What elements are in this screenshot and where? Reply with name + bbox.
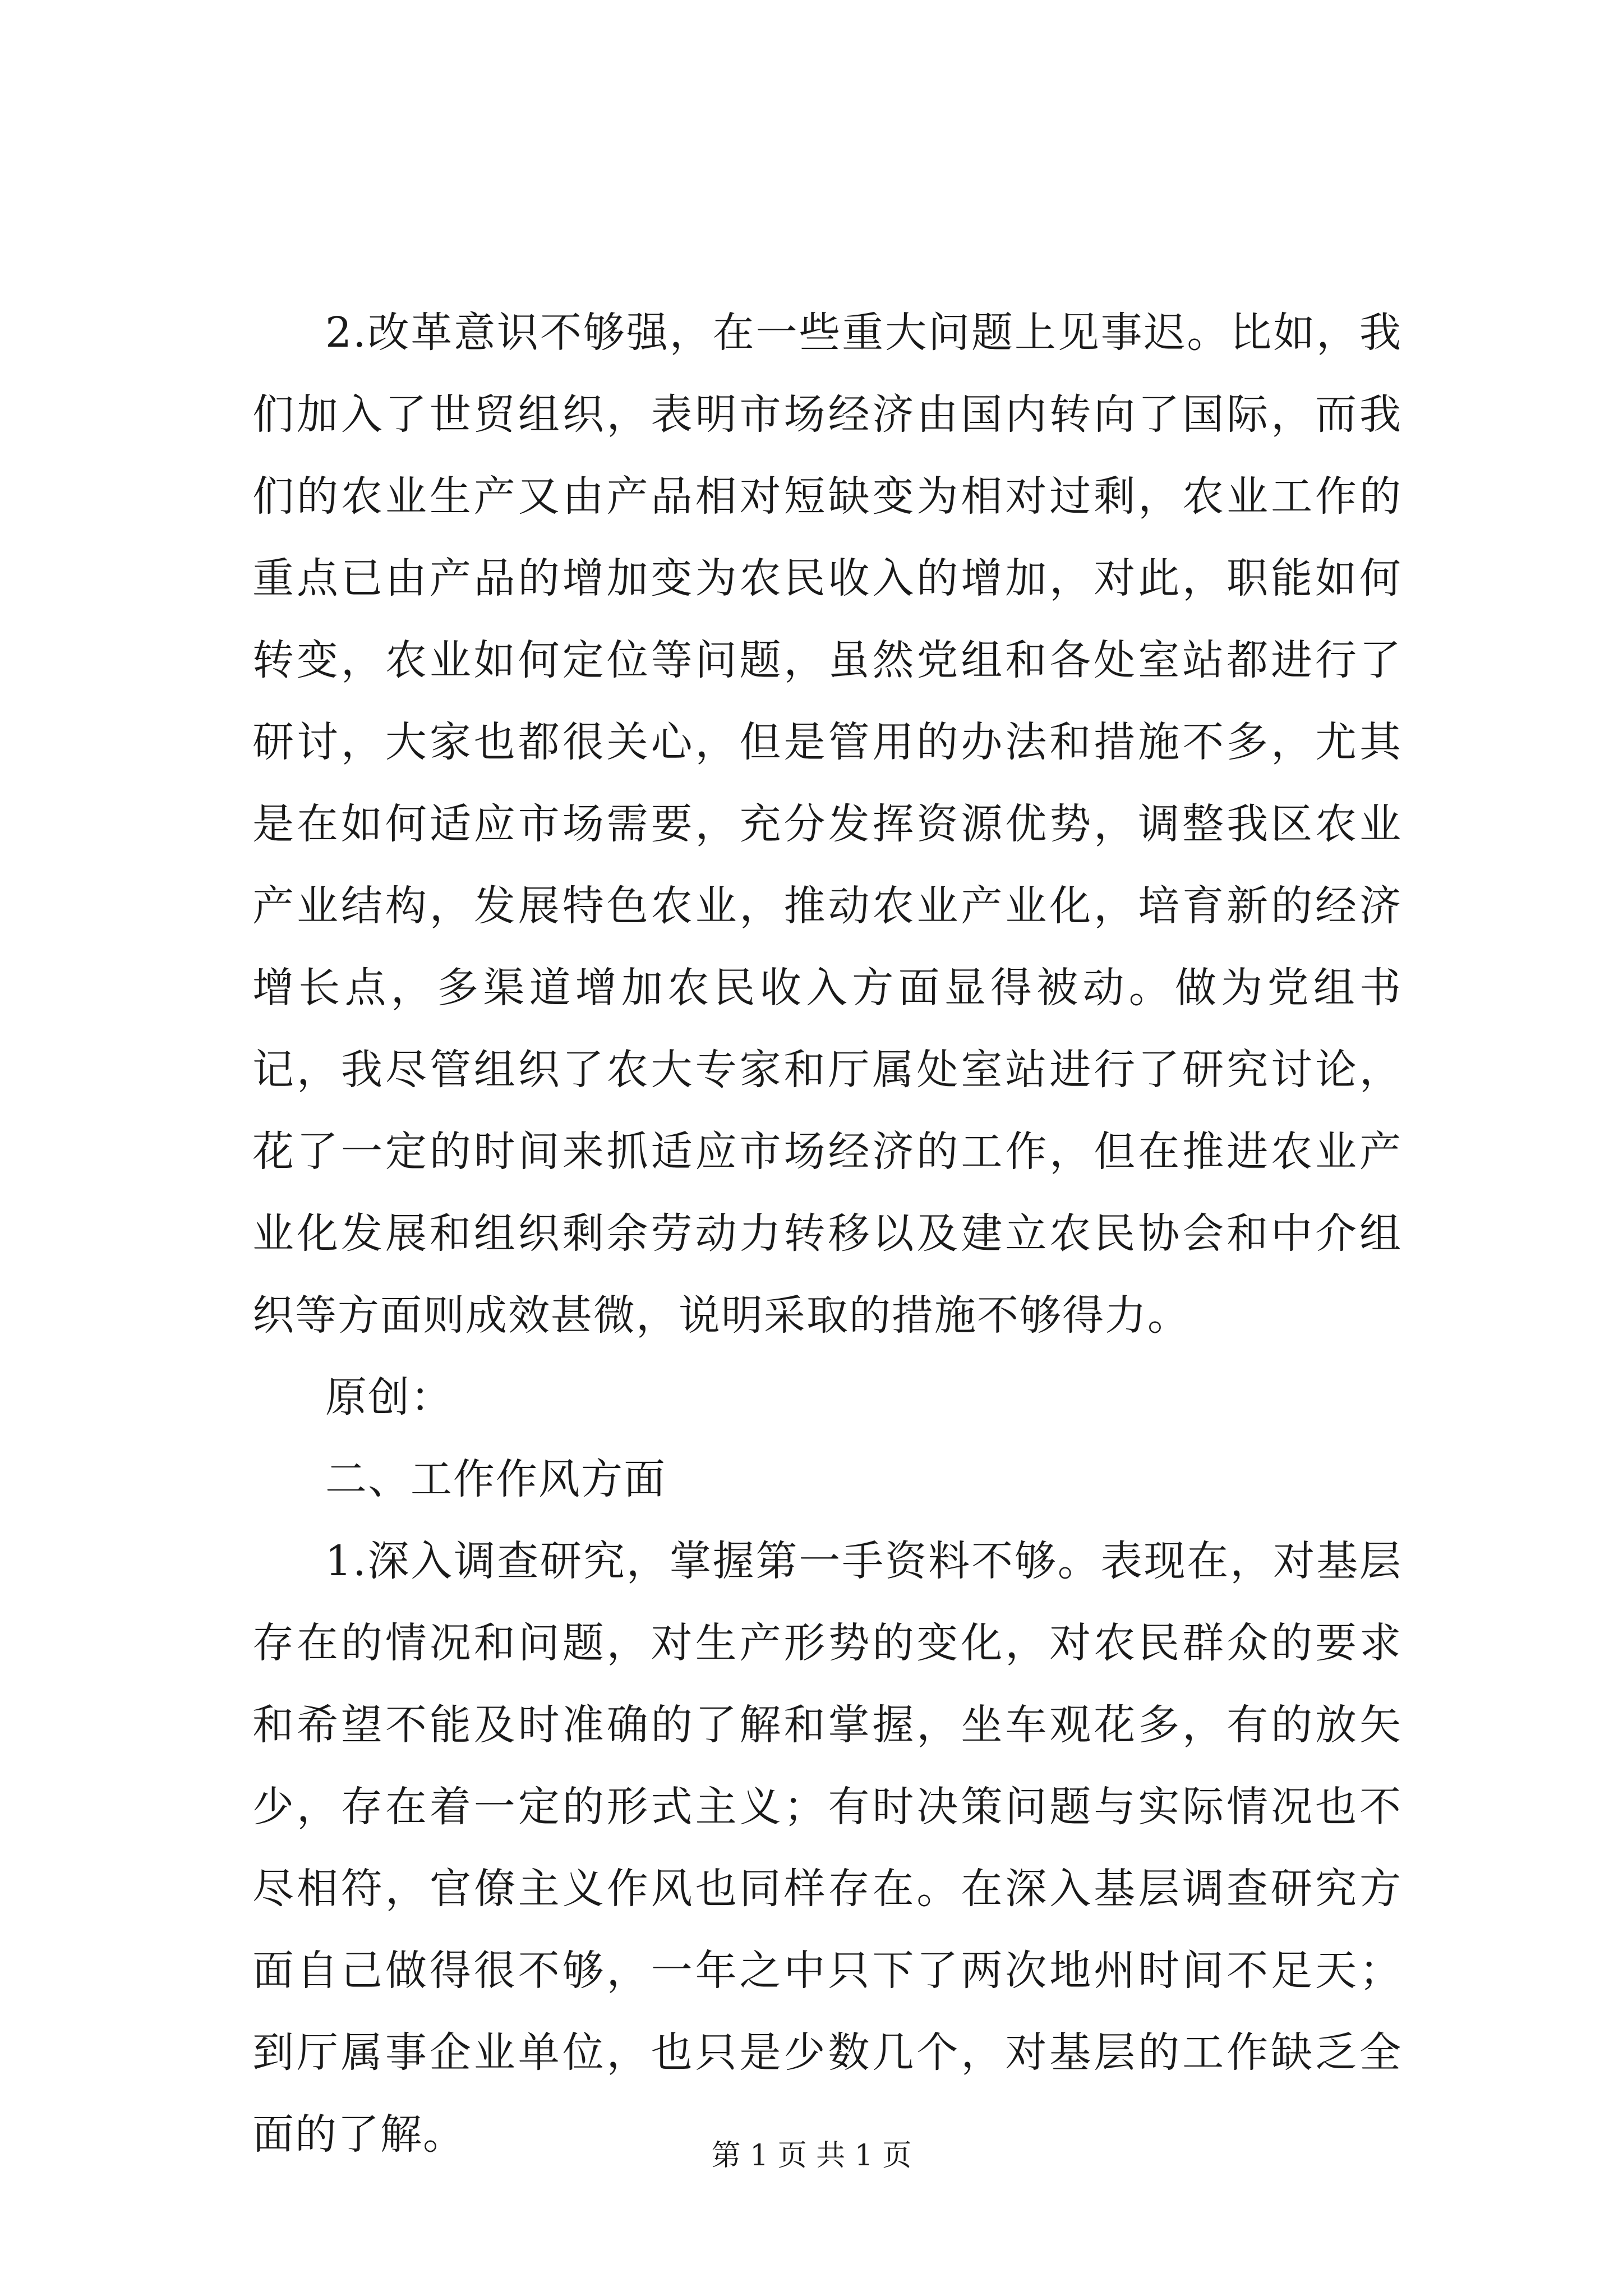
paragraph-reform-awareness: 2.改革意识不够强，在一些重大问题上见事迟。比如，我们加入了世贸组织，表明市场经济由国内转向了国际，而我们的农业生产又由产品相对短缺变为相对过剩，农业工作的重点已由产品的增加变为农民收入的增加，对此，职能如何转变，农业如何定位等问题，虽然党组和各处室站都进行了研讨，大家也都很关心，但是管用的办法和措施不多，尤其是在如何适应市场需要，充分发挥资源优势，调整我区农业产业结构，发展特色农业，推动农业产业化，培育新的经济增长点，多渠道增加农民收入方面显得被动。做为党组书记，我尽管组织了农大专家和厅属处室站进行了研究讨论，花了一定的时间来抓适应市场经济的工作，但在推进农业产业化发展和组织剩余劳动力转移以及建立农民协会和中介组织等方面则成效甚微，说明采取的措施不够得力。 bbox=[252, 309, 1402, 1340]
paragraph-original-label: 原创： bbox=[325, 1373, 453, 1421]
section-heading-work-style: 二、工作作风方面 bbox=[325, 1455, 666, 1503]
document-body bbox=[252, 292, 1402, 2175]
paragraph-investigation-research: 1.深入调查研究，掌握第一手资料不够。表现在，对基层存在的情况和问题，对生产形势的变化，对农民群众的要求和希望不能及时准确的了解和掌握，坐车观花多，有的放矢少，存在着一定的形式主义；有时决策问题与实际情况也不尽相符，官僚主义作风也同样存在。在深入基层调查研究方面自己做得很不够，一年之中只下了两次地州时间不足天；到厅属事企业单位，也只是少数几个，对基层的工作缺乏全面的了解。 bbox=[252, 1537, 1402, 2159]
page-number-footer: 第 1 页 共 1 页 bbox=[711, 2139, 912, 2173]
